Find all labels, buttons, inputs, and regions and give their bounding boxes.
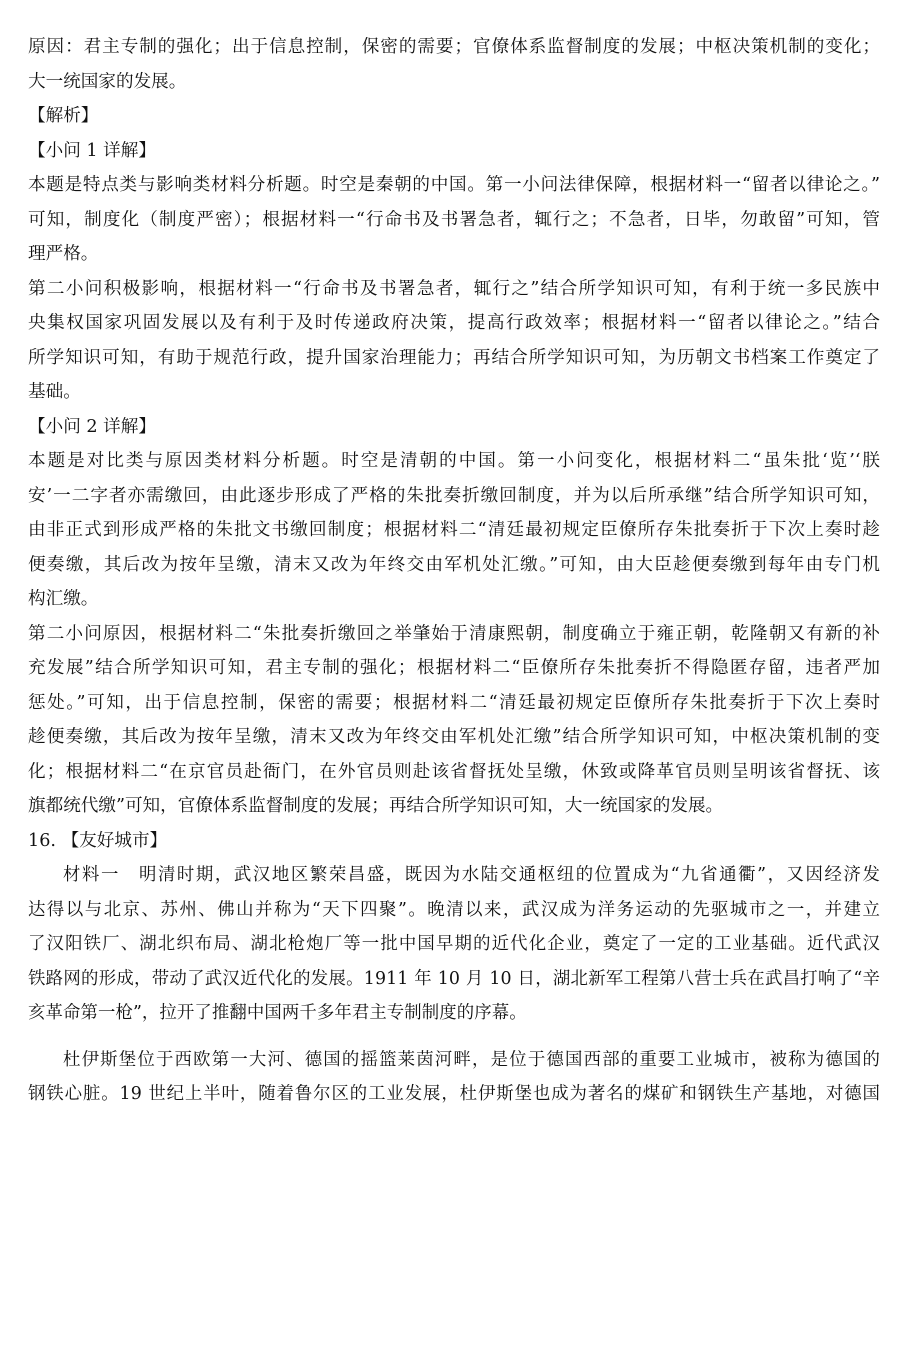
q2-paragraph1-line: 由非正式到形成严格的朱批文书缴回制度；根据材料二“清廷最初规定臣僚所存朱批奏折于下次上奏时趁 (28, 520, 880, 540)
q1-paragraph2-line: 央集权国家巩固发展以及有利于及时传递政府决策，提高行政效率；根据材料一“留者以律论之。”结合 (28, 313, 880, 333)
analysis-label: 【解析】 (28, 106, 99, 126)
answer-block (28, 30, 880, 99)
q2-paragraph2-line: 惩处。”可知，出于信息控制，保密的需要；根据材料二“清廷最初规定臣僚所存朱批奏折于下次上奏时 (28, 692, 880, 713)
q1-paragraph1-line: 理严格。 (28, 244, 99, 264)
q2-paragraph2-line: 化；根据材料二“在京官员赴衙门，在外官员则赴该省督抚处呈缴，休致或降革官员则呈明该省督抚、该 (28, 761, 880, 782)
q2-paragraph2-line: 旗都统代缴”可知，官僚体系监督制度的发展；再结合所学知识可知，大一统国家的发展。 (28, 796, 724, 816)
q1-paragraph2-line: 所学知识可知，有助于规范行政，提升国家治理能力；再结合所学知识可知，为历朝文书档案工作奠定了 (28, 347, 880, 368)
q1-paragraph2-line: 第二小问积极影响，根据材料一“行命书及书署急者，辄行之”结合所学知识可知，有利于统一多民族中 (28, 278, 880, 299)
q2-paragraph2-line: 第二小问原因，根据材料二“朱批奏折缴回之举肇始于清康熙朝，制度确立于雍正朝，乾隆朝又有新的补 (28, 623, 880, 644)
q1-heading: 【小问 1 详解】 (28, 140, 156, 161)
q1-paragraph1-line: 可知，制度化（制度严密）；根据材料一“行命书及书署急者，辄行之；不急者，日毕，勿敢留”可知，管 (28, 209, 880, 230)
q1-section (28, 134, 880, 410)
q2-paragraph2-line: 充发展”结合所学知识可知，君主专制的强化；根据材料二“臣僚所存朱批奏折不得隐匿存留，违者严加 (28, 658, 880, 678)
q2-paragraph1-line: 安’一二字者亦需缴回，由此逐步形成了严格的朱批奏折缴回制度，并为以后所承继”结合所学知识可知， (28, 485, 880, 506)
paragraph-gap (28, 1031, 880, 1043)
material-duisburg (28, 1043, 880, 1112)
document-page (28, 30, 880, 1112)
q16-section (28, 824, 880, 1112)
q2-section (28, 410, 880, 824)
material-duisburg-line: 杜伊斯堡位于西欧第一大河、德国的摇篮莱茵河畔，是位于德国西部的重要工业城市，被称为德国的 (63, 1049, 880, 1070)
q2-heading: 【小问 2 详解】 (28, 416, 156, 437)
q1-paragraph1-line: 本题是特点类与影响类材料分析题。时空是秦朝的中国。第一小问法律保障，根据材料一“留者以律论之。” (28, 175, 880, 195)
q2-paragraph1-line: 本题是对比类与原因类材料分析题。时空是清朝的中国。第一小问变化，根据材料二“虽朱批‘览’‘朕 (28, 451, 880, 471)
q1-paragraph2-line: 基础。 (28, 382, 81, 402)
q16-heading: 16. 【友好城市】 (28, 830, 168, 851)
q2-paragraph2-line: 趁便奏缴，其后改为按年呈缴，清末又改为年终交由军机处汇缴”结合所学知识可知，中枢决策机制的变 (28, 727, 880, 747)
material-one-line: 材料一 明清时期，武汉地区繁荣昌盛，既因为水陆交通枢纽的位置成为“九省通衢”，又因经济发 (63, 865, 880, 885)
material-one-line: 了汉阳铁厂、湖北织布局、湖北枪炮厂等一批中国早期的近代化企业，奠定了一定的工业基础。近代武汉 (28, 934, 880, 954)
material-one-line: 铁路网的形成，带动了武汉近代化的发展。1911 年 10 月 10 日，湖北新军工程第八营士兵在武昌打响了“辛 (28, 968, 880, 989)
material-one-line: 亥革命第一枪”，拉开了推翻中国两千多年君主专制制度的序幕。 (28, 1003, 527, 1023)
material-duisburg-line: 钢铁心脏。19 世纪上半叶，随着鲁尔区的工业发展，杜伊斯堡也成为著名的煤矿和钢铁生产基地，对德国 (28, 1084, 880, 1104)
answer-line: 大一统国家的发展。 (28, 71, 187, 92)
q2-paragraph1-line: 便奏缴，其后改为按年呈缴，清末又改为年终交由军机处汇缴。”可知，由大臣趁便奏缴到每年由专门机 (28, 554, 880, 575)
q2-paragraph1-line: 构汇缴。 (28, 589, 99, 609)
material-one (28, 858, 880, 1031)
material-one-line: 达得以与北京、苏州、佛山并称为“天下四聚”。晚清以来，武汉成为洋务运动的先驱城市之一，并建立 (28, 899, 880, 920)
answer-line: 原因：君主专制的强化；出于信息控制，保密的需要；官僚体系监督制度的发展；中枢决策机制的变化； (28, 37, 880, 57)
